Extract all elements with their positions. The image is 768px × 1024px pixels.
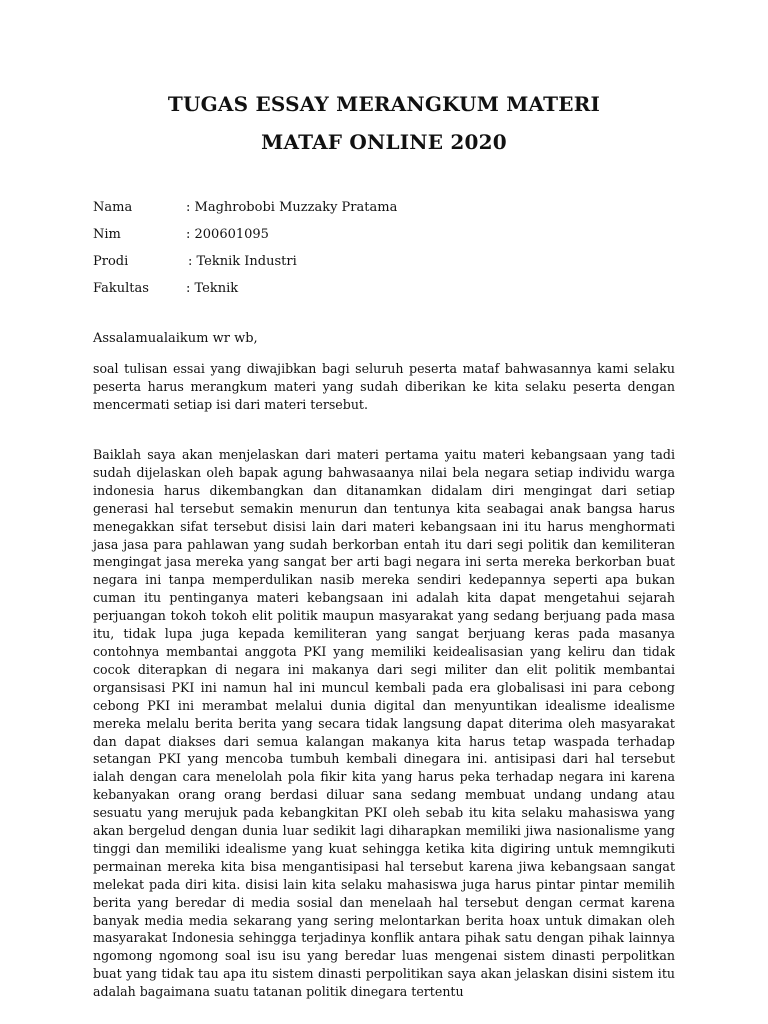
info-value: : Teknik — [186, 281, 239, 296]
greeting: Assalamualaikum wr wb, — [93, 331, 258, 346]
paragraph-intro: soal tulisan essai yang diwajibkan bagi seluruh peserta mataf bahwasannya kami selaku peserta harus merangkum materi yang sudah diberikan ke kita selaku peserta dengan mencermati setiap isi dari materi tersebut. — [93, 361, 675, 412]
info-label: Fakultas — [93, 281, 149, 296]
info-label: Nim — [93, 227, 121, 242]
info-value: : Teknik Industri — [188, 254, 297, 269]
document-title-line2: MATAF ONLINE 2020 — [261, 130, 507, 154]
info-value: : 200601095 — [186, 227, 269, 242]
info-label: Prodi — [93, 254, 129, 269]
document-title-line1: TUGAS ESSAY MERANGKUM MATERI — [167, 92, 601, 116]
info-value: : Maghrobobi Muzzaky Pratama — [186, 200, 398, 215]
info-label: Nama — [93, 200, 133, 215]
paragraph-body: Baiklah saya akan menjelaskan dari materi pertama yaitu materi kebangsaan yang tadi sudah dijelaskan oleh bapak agung bahwasaanya nilai bela negara setiap individu warga indonesia harus dikembangkan dan ditanamkan didalam diri mengingat dari setiap generasi hal tersebut semakin menurun dan tentunya kita seabagai anak bangsa harus menegakkan sifat tersebut disisi lain dari materi kebangsaan ini itu harus menghormati jasa jasa para pahlawan yang sudah berkorban entah itu dari segi politik dan kemiliteran mengingat jasa mereka yang sangat ber arti bagi negara ini serta mereka berkorban buat negara ini tanpa memperdulikan nasib mereka sendiri kedepannya seperti apa bukan cuman itu pentinganya materi kebangsaan ini adalah kita dapat mengetahui sejarah perjuangan tokoh tokoh elit politik maupun masyarakat yang sedang berjuang pada masa itu, tidak lupa juga kepada kemiliteran yang sangat berjuang keras pada masanya contohnya membantai anggota PKI yang memiliki keidealisasian yang keliru dan tidak cocok diterapkan di negara ini makanya dari segi militer dan elit politik membantai organsisasi PKI ini namun hal ini muncul kembali pada era globalisasi ini para cebong cebong PKI ini merambat melalui dunia digital dan menyuntikan idealisme idealisme mereka melalu berita berita yang secara tidak langsung dapat diterima oleh masyarakat dan dapat diakses dari semua kalangan makanya kita harus tetap waspada terhadap setangan PKI yang mencoba tumbuh kembali dinegara ini. antisipasi dari hal tersebut ialah dengan cara menelolah pola fikir kita yang harus peka terhadap negara ini karena kebanyakan orang orang berdasi diluar sana sedang membuat undang undang atau sesuatu yang merujuk pada kebangkitan PKI oleh sebab itu kita selaku mahasiswa yang akan bergelud dengan dunia luar sedikit lagi diharapkan memiliki jiwa nasionalisme yang tinggi dan memiliki idealisme yang kuat sehingga ketika kita digiring untuk memngikuti permainan mereka kita bisa mengantisipasi hal tersebut karena jiwa kebangsaan sangat melekat pada diri kita. disisi lain kita selaku mahasiswa juga harus pintar pintar memilih berita yang beredar di media sosial dan menelaah hal tersebut dengan cermat karena banyak media media sekarang yang sering melontarkan berita hoax untuk dimakan oleh masyarakat Indonesia sehingga terjadinya konflik antara pihak satu dengan pihak lainnya ngomong ngomong soal isu isu yang beredar luas mengenai sistem dinasti perpolitkan buat yang tidak tau apa itu sistem dinasti perpolitikan saya akan jelaskan disini sistem itu adalah bagaimana suatu tatanan politik dinegara tertentu — [93, 447, 675, 1000]
